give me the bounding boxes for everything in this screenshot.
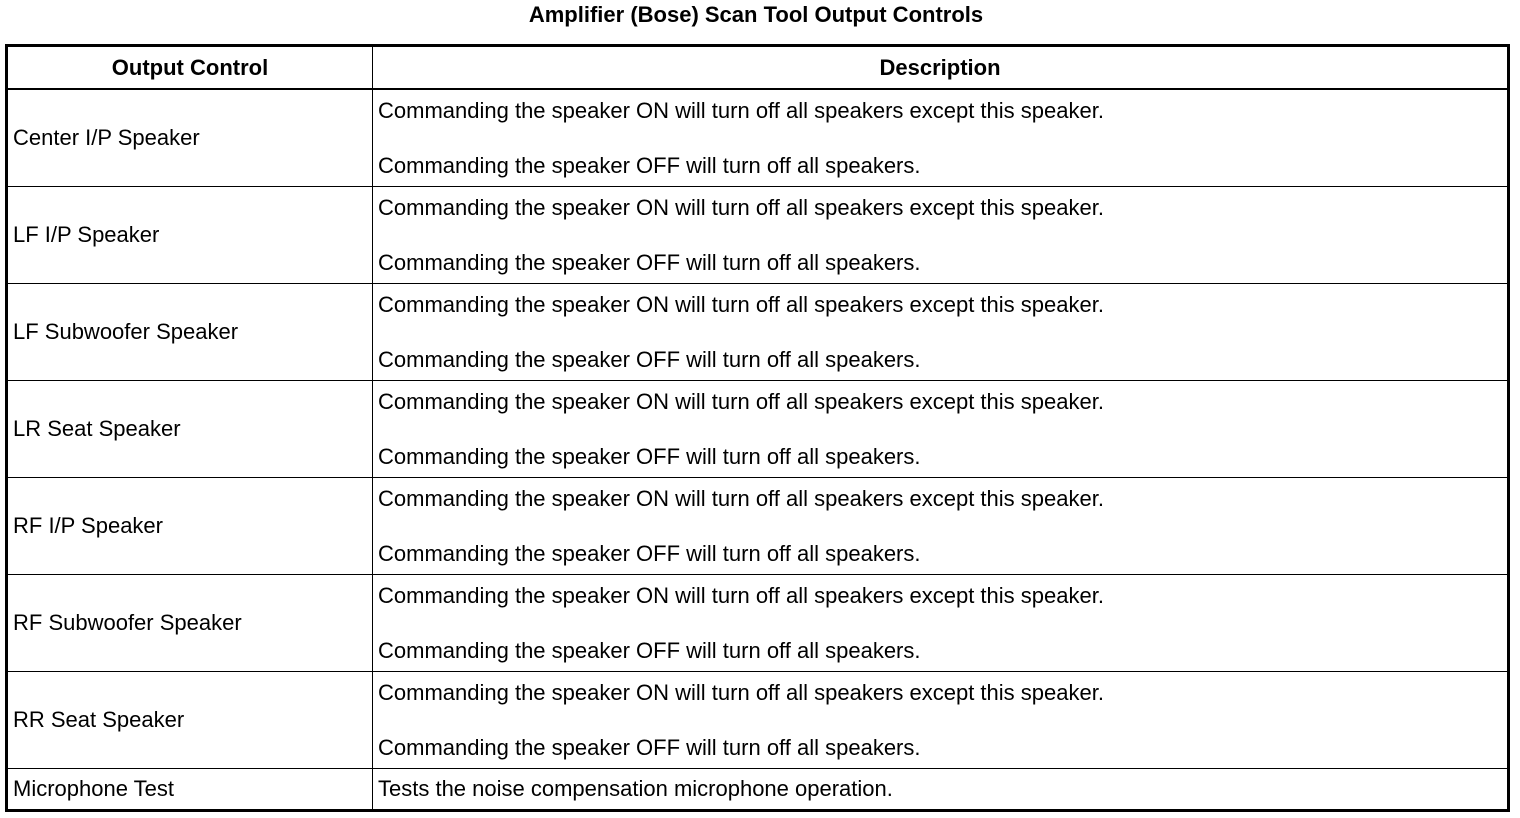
output-control-name: Microphone Test bbox=[13, 776, 175, 801]
table-row bbox=[7, 769, 1509, 811]
description-cell bbox=[373, 672, 1509, 769]
description-line: Commanding the speaker OFF will turn off all speakers. bbox=[378, 637, 921, 663]
output-control-cell bbox=[7, 187, 373, 284]
description-line: Commanding the speaker ON will turn off all speakers except this speaker. bbox=[378, 97, 1104, 123]
output-controls-table bbox=[5, 44, 1510, 812]
description-line: Tests the noise compensation microphone operation. bbox=[378, 776, 893, 801]
description-cell bbox=[373, 284, 1509, 381]
description-line: Commanding the speaker OFF will turn off all speakers. bbox=[378, 734, 921, 760]
description-line: Commanding the speaker OFF will turn off all speakers. bbox=[378, 249, 921, 275]
description-line: Commanding the speaker OFF will turn off all speakers. bbox=[378, 152, 921, 178]
description-line: Commanding the speaker OFF will turn off all speakers. bbox=[378, 443, 921, 469]
table-row bbox=[7, 478, 1509, 575]
output-control-name: RR Seat Speaker bbox=[13, 707, 185, 732]
page-title: Amplifier (Bose) Scan Tool Output Controls bbox=[528, 2, 984, 27]
table-header-row bbox=[7, 46, 1509, 90]
table-row bbox=[7, 187, 1509, 284]
output-control-cell bbox=[7, 284, 373, 381]
description-cell bbox=[373, 478, 1509, 575]
output-control-name: LF Subwoofer Speaker bbox=[13, 319, 239, 344]
output-control-cell bbox=[7, 769, 373, 811]
description-cell bbox=[373, 381, 1509, 478]
description-line: Commanding the speaker ON will turn off all speakers except this speaker. bbox=[378, 194, 1104, 220]
description-line: Commanding the speaker ON will turn off all speakers except this speaker. bbox=[378, 485, 1104, 511]
description-cell bbox=[373, 575, 1509, 672]
table-row bbox=[7, 381, 1509, 478]
description-line: Commanding the speaker OFF will turn off all speakers. bbox=[378, 540, 921, 566]
output-control-name: LF I/P Speaker bbox=[13, 222, 160, 247]
output-control-cell bbox=[7, 672, 373, 769]
output-control-cell bbox=[7, 575, 373, 672]
output-control-name: LR Seat Speaker bbox=[13, 416, 181, 441]
output-control-cell bbox=[7, 478, 373, 575]
table-row bbox=[7, 284, 1509, 381]
description-line: Commanding the speaker ON will turn off all speakers except this speaker. bbox=[378, 679, 1104, 705]
description-line: Commanding the speaker ON will turn off all speakers except this speaker. bbox=[378, 582, 1104, 608]
output-control-name: RF Subwoofer Speaker bbox=[13, 610, 242, 635]
description-cell bbox=[373, 89, 1509, 187]
table-row bbox=[7, 672, 1509, 769]
output-control-name: RF I/P Speaker bbox=[13, 513, 163, 538]
output-control-cell bbox=[7, 381, 373, 478]
description-cell bbox=[373, 187, 1509, 284]
column-header-description: Description bbox=[373, 46, 1509, 90]
table-row bbox=[7, 575, 1509, 672]
description-line: Commanding the speaker ON will turn off all speakers except this speaker. bbox=[378, 388, 1104, 414]
description-cell bbox=[373, 769, 1509, 811]
table-row bbox=[7, 89, 1509, 187]
description-line: Commanding the speaker ON will turn off all speakers except this speaker. bbox=[378, 291, 1104, 317]
column-header-output-control: Output Control bbox=[7, 46, 373, 90]
output-control-cell bbox=[7, 89, 373, 187]
output-control-name: Center I/P Speaker bbox=[13, 125, 200, 150]
description-line: Commanding the speaker OFF will turn off all speakers. bbox=[378, 346, 921, 372]
